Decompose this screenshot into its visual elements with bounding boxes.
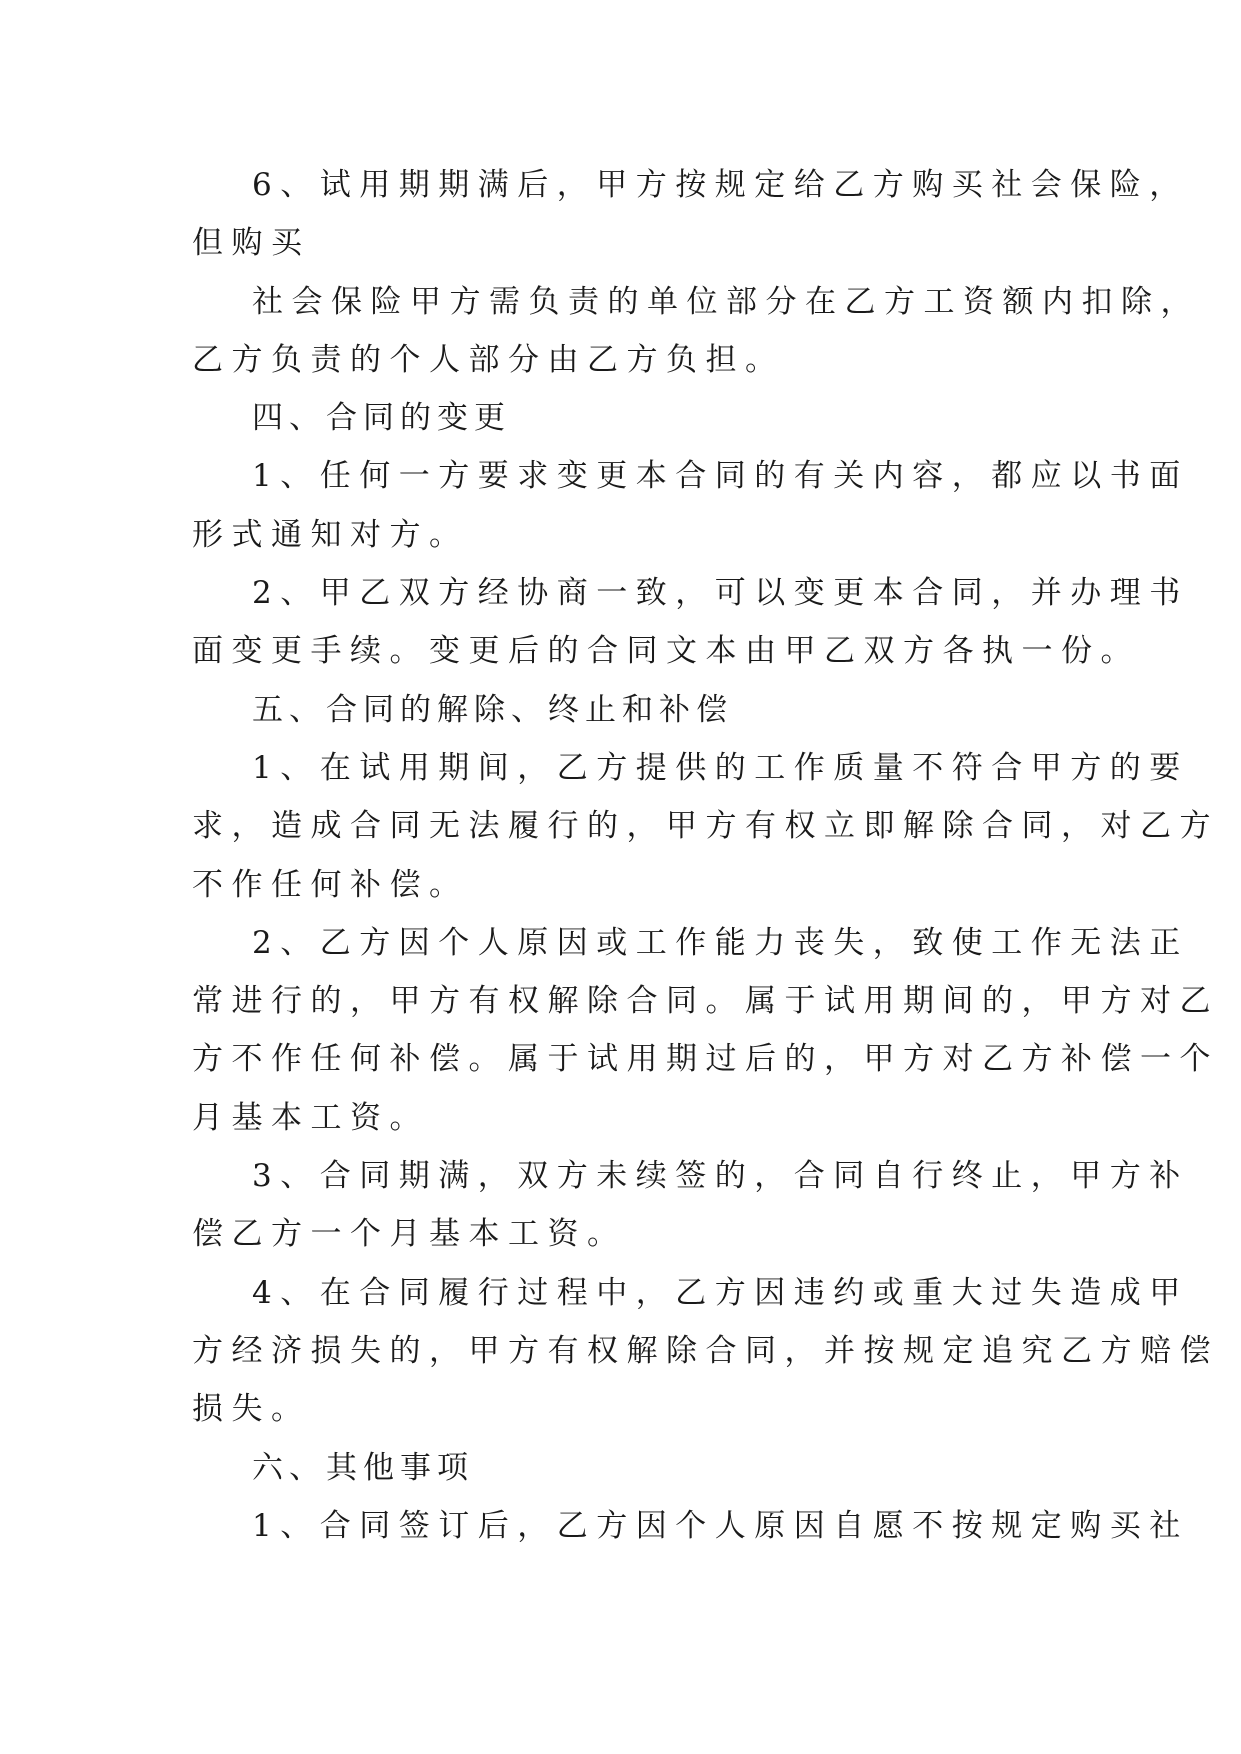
paragraph-first-line: 1、合同签订后，乙方因个人原因自愿不按规定购买社 [252, 1507, 1189, 1544]
section-heading: 四、合同的变更 [252, 400, 511, 437]
paragraph-first-line: 4、在合同履行过程中，乙方因违约或重大过失造成甲 [252, 1274, 1189, 1311]
paragraph-line: 形式通知对方。 [192, 516, 469, 553]
paragraph-first-line: 6、试用期期满后，甲方按规定给乙方购买社会保险， [252, 167, 1189, 203]
paragraph-line: 求，造成合同无法履行的，甲方有权立即解除合同，对乙方 [192, 808, 1219, 845]
paragraph-line: 不作任何补偿。 [192, 866, 469, 903]
paragraph-first-line: 3、合同期满，双方未续签的，合同自行终止，甲方补 [252, 1158, 1189, 1195]
paragraph-line: 方不作任何补偿。属于试用期过后的，甲方对乙方补偿一个 [192, 1041, 1219, 1078]
paragraph-line: 方经济损失的，甲方有权解除合同，并按规定追究乙方赔偿 [192, 1332, 1219, 1369]
paragraph-first-line: 1、在试用期间，乙方提供的工作质量不符合甲方的要 [252, 749, 1189, 786]
paragraph-line: 但购买 [192, 225, 311, 262]
paragraph-first-line: 社会保险甲方需负责的单位部分在乙方工资额内扣除， [252, 283, 1200, 320]
paragraph-line: 月基本工资。 [192, 1099, 429, 1136]
document-body [192, 156, 1219, 1555]
paragraph-line: 面变更手续。变更后的合同文本由甲乙双方各执一份。 [192, 633, 1140, 670]
section-heading: 五、合同的解除、终止和补偿 [252, 691, 733, 728]
paragraph-first-line: 1、任何一方要求变更本合同的有关内容，都应以书面 [252, 458, 1189, 495]
paragraph-line: 偿乙方一个月基本工资。 [192, 1216, 627, 1253]
paragraph-line: 乙方负责的个人部分由乙方负担。 [192, 341, 785, 378]
section-heading: 六、其他事项 [252, 1449, 474, 1486]
paragraph-line: 损失。 [192, 1391, 311, 1428]
paragraph-first-line: 2、乙方因个人原因或工作能力丧失，致使工作无法正 [252, 924, 1189, 961]
paragraph-first-line: 2、甲乙双方经协商一致，可以变更本合同，并办理书 [252, 575, 1189, 612]
paragraph-line: 常进行的，甲方有权解除合同。属于试用期间的，甲方对乙 [192, 983, 1219, 1020]
